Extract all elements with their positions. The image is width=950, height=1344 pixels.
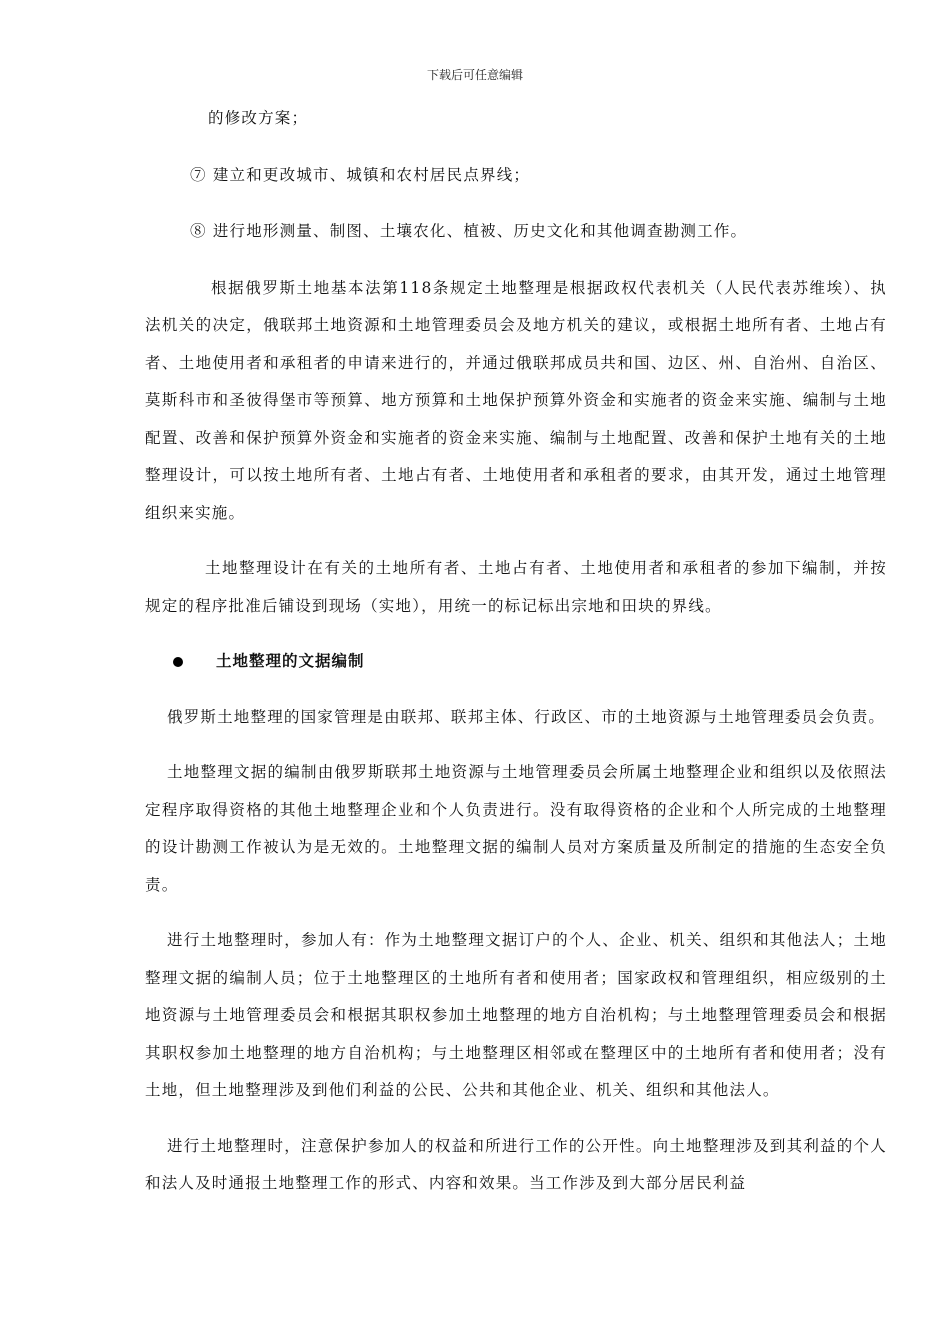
paragraph-basic-law: 根据俄罗斯土地基本法第118条规定土地整理是根据政权代表机关（人民代表苏维埃）、执法机关的决定，俄联邦土地资源和土地管理委员会及地方机关的建议，或根据土地所有者、土地占有者、土地使用者和承租者的申请来进行的，并通过俄联邦成员共和国、边区、州、自治州、自治区、莫斯科市和圣彼得堡市等预算、地方预算和土地保护预算外资金和实施者的资金来实施、编制与土地配置、改善和保护预算外资金和实施者的资金来实施、编制与土地配置、改善和保护土地有关的土地整理设计，可以按土地所有者、土地占有者、土地使用者和承租者的要求，由其开发，通过土地管理组织来实施。 — [145, 278, 887, 522]
fragment-line: 的修改方案； — [208, 109, 309, 127]
paragraph-design: 土地整理设计在有关的土地所有者、土地占有者、土地使用者和承租者的参加下编制，并按规定的程序批准后铺设到现场（实地），用统一的标记标出宗地和田块的界线。 — [145, 559, 887, 615]
paragraph-state-management: 俄罗斯土地整理的国家管理是由联邦、联邦主体、行政区、市的土地资源与土地管理委员会负责。 — [167, 707, 886, 726]
bullet-icon — [173, 657, 183, 667]
paragraph-publicity: 进行土地整理时，注意保护参加人的权益和所进行工作的公开性。向土地整理涉及到其利益的个人和法人及时通报土地整理工作的形式、内容和效果。当工作涉及到大部分居民利益 — [145, 1136, 887, 1192]
section-heading-text: 土地整理的文据编制 — [216, 652, 365, 670]
paragraph-participants: 进行土地整理时，参加人有：作为土地整理文据订户的个人、企业、机关、组织和其他法人；土地整理文据的编制人员；位于土地整理区的土地所有者和使用者；国家政权和管理组织，相应级别的土地资源与土地管理委员会和根据其职权参加土地整理的地方自治机构；与土地整理管理委员会和根据其职权参加土地整理的地方自治机构；与土地整理区相邻或在整理区中的土地所有者和使用者；没有土地，但土地整理涉及到他们利益的公民、公共和其他企业、机关、组织和其他法人。 — [145, 931, 887, 1099]
paragraph-document-compilation: 土地整理文据的编制由俄罗斯联邦土地资源与土地管理委员会所属土地整理企业和组织以及依照法定程序取得资格的其他土地整理企业和个人负责进行。没有取得资格的企业和个人所完成的土地整理的设计勘测工作被认为是无效的。土地整理文据的编制人员对方案质量及所制定的措施的生态安全负责。 — [145, 763, 887, 894]
section-heading — [145, 643, 887, 681]
list-item-7: ⑦ 建立和更改城市、城镇和农村居民点界线； — [190, 165, 531, 184]
page-header: 下载后可任意编辑 — [426, 68, 523, 82]
document-body — [145, 100, 887, 1203]
list-item-8: ⑧ 进行地形测量、制图、土壤农化、植被、历史文化和其他调查勘测工作。 — [190, 222, 748, 240]
